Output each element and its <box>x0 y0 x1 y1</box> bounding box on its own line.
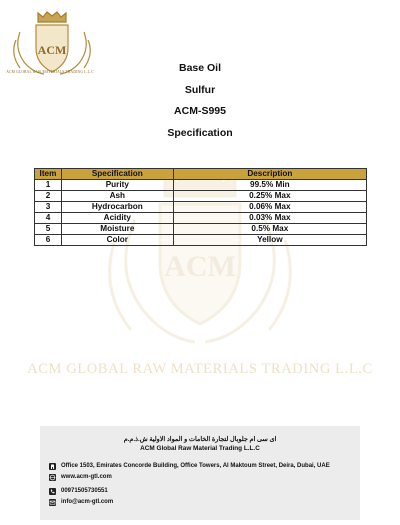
specification-table <box>34 168 367 246</box>
address-row <box>49 461 330 471</box>
cell-item: 3 <box>35 202 62 213</box>
cell-item: 6 <box>35 235 62 246</box>
table-header-row <box>35 169 367 180</box>
email-address[interactable]: info@acm-gtl.com <box>61 499 114 505</box>
cell-spec: Hydrocarbon <box>61 202 173 213</box>
document-title: Specification <box>167 126 233 139</box>
cell-desc: 0.5% Max <box>173 224 366 235</box>
table-row <box>35 202 367 213</box>
cell-spec: Moisture <box>61 224 173 235</box>
cell-spec: Ash <box>61 191 173 202</box>
document-heading <box>0 58 400 144</box>
website-link[interactable]: www.acm-gtl.com <box>61 474 112 480</box>
email-row <box>49 497 113 507</box>
header-description: Description <box>173 169 366 180</box>
logo-monogram: ACM <box>37 43 67 57</box>
phone-row <box>49 486 108 496</box>
cell-desc: 0.06% Max <box>173 202 366 213</box>
logo-caption: ACM GLOBAL RAW MATERIALS TRADING L.L.C <box>6 70 94 74</box>
company-name-arabic: اى سى ام جلوبال لتجارة الخامات و المواد الاولية ش.ذ.م.م <box>123 436 277 443</box>
phone-icon <box>49 488 56 495</box>
table-row <box>35 180 367 191</box>
footer-box <box>40 426 360 520</box>
table-row <box>35 224 367 235</box>
watermark-text: ACM GLOBAL RAW MATERIALS TRADING L.L.C <box>27 361 373 377</box>
header-item: Item <box>35 169 62 180</box>
cell-desc: 0.25% Max <box>173 191 366 202</box>
website-row <box>49 472 112 482</box>
table-row <box>35 191 367 202</box>
product-name: Sulfur <box>184 83 216 96</box>
globe-icon <box>49 474 56 481</box>
cell-item: 4 <box>35 213 62 224</box>
product-code: ACM-S995 <box>174 105 226 117</box>
cell-spec: Purity <box>61 180 173 191</box>
cell-item: 1 <box>35 180 62 191</box>
cell-desc: 0.03% Max <box>173 213 366 224</box>
table-row <box>35 213 367 224</box>
address-text: Office 1503, Emirates Concorde Building, Office Towers, Al Maktoum Street, Deira, Dubai, UAE <box>61 463 330 469</box>
product-category: Base Oil <box>178 62 222 74</box>
email-icon <box>49 499 56 506</box>
phone-number[interactable]: 00971505730551 <box>61 488 108 494</box>
building-icon <box>49 463 56 470</box>
table-row <box>35 235 367 246</box>
watermark-monogram: ACM <box>164 250 236 283</box>
cell-desc: 99.5% Min <box>173 180 366 191</box>
cell-item: 2 <box>35 191 62 202</box>
company-name: ACM Global Raw Material Trading L.L.C <box>140 445 260 452</box>
cell-item: 5 <box>35 224 62 235</box>
cell-spec: Color <box>61 235 173 246</box>
cell-desc: Yellow <box>173 235 366 246</box>
cell-spec: Acidity <box>61 213 173 224</box>
header-specification: Specification <box>61 169 173 180</box>
